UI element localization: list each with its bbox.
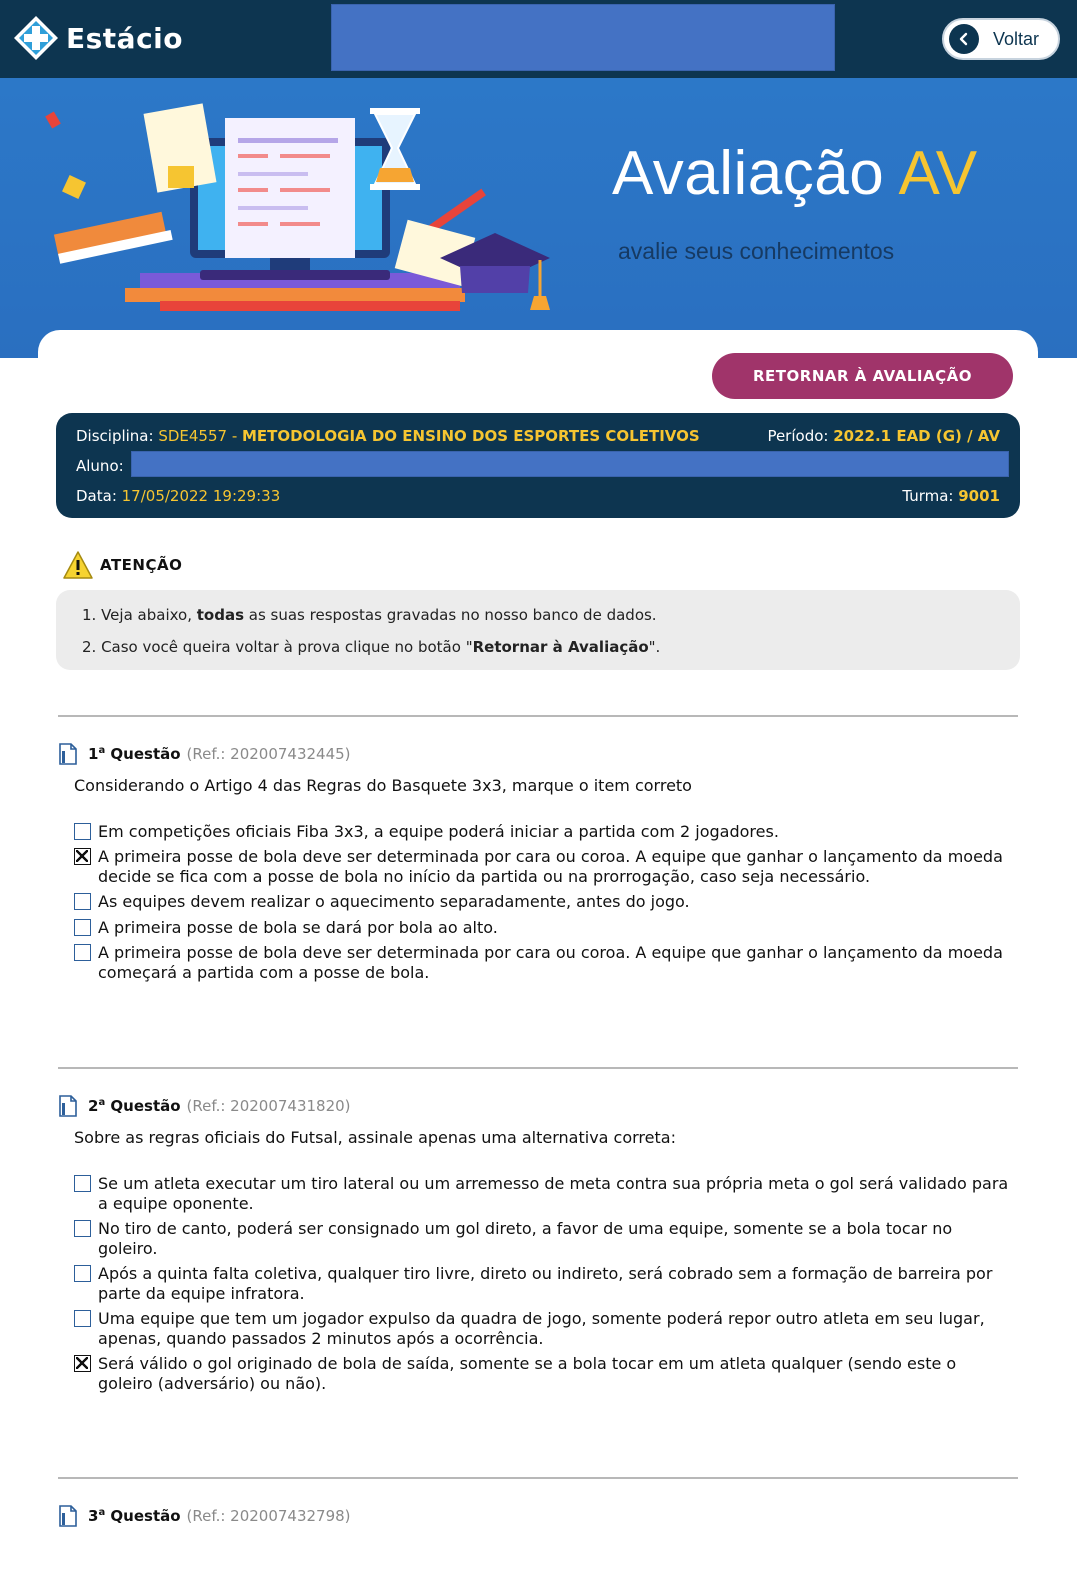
question-2-label: Questão (105, 1097, 181, 1115)
return-to-exam-button[interactable]: RETORNAR À AVALIAÇÃO (712, 353, 1013, 399)
attention-item-1 (82, 606, 657, 624)
question-2-sup: a (98, 1097, 106, 1108)
back-button[interactable] (942, 18, 1060, 60)
attention-item-2-text-a: 2. Caso você queira voltar à prova clique no botão " (82, 638, 473, 656)
banner-title (612, 138, 978, 209)
question-1-header (58, 743, 351, 765)
estacio-logo[interactable] (12, 14, 183, 62)
checkbox[interactable] (74, 1175, 91, 1192)
question-3-label: Questão (105, 1507, 181, 1525)
document-icon (58, 1505, 78, 1527)
question-1-option-3[interactable] (74, 892, 1014, 912)
checkbox[interactable] (74, 823, 91, 840)
attention-header (62, 550, 182, 580)
divider (58, 1477, 1018, 1479)
question-1-ref: (Ref.: 202007432445) (186, 745, 351, 763)
data-row (76, 487, 280, 505)
question-3-number (88, 1507, 181, 1525)
banner-title-highlight: AV (898, 139, 978, 208)
disciplina-label: Disciplina: (76, 427, 159, 445)
option-text: A primeira posse de bola se dará por bola ao alto. (98, 918, 498, 937)
question-1-text: Considerando o Artigo 4 das Regras do Basquete 3x3, marque o item correto (74, 776, 692, 795)
question-2-ref: (Ref.: 202007431820) (186, 1097, 351, 1115)
checkbox[interactable] (74, 919, 91, 936)
disciplina-row (76, 427, 700, 445)
periodo-value: 2022.1 EAD (G) / AV (833, 427, 1000, 445)
question-2-number (88, 1097, 181, 1115)
periodo-row (767, 427, 1000, 445)
question-2-num: 2 (88, 1097, 99, 1115)
question-3-sup: a (98, 1507, 106, 1518)
option-text: A primeira posse de bola deve ser determinada por cara ou coroa. A equipe que ganhar o lançamento da moeda decide se fica com a posse de bola no início da partida ou na prorrogação, caso seja necessário. (98, 847, 1003, 886)
question-2-option-1[interactable] (74, 1174, 1014, 1214)
turma-label: Turma: (902, 487, 959, 505)
document-icon (58, 743, 78, 765)
question-1-option-1[interactable] (74, 822, 1014, 842)
checkbox-checked[interactable] (74, 1355, 91, 1372)
attention-item-1-text-c: as suas respostas gravadas no nosso banco de dados. (244, 606, 657, 624)
option-text: Uma equipe que tem um jogador expulso da quadra de jogo, somente poderá repor outro atleta em seu lugar, apenas, quando passados 2 minutos após a ocorrência. (98, 1309, 985, 1348)
attention-title: ATENÇÃO (100, 556, 183, 574)
turma-row (902, 487, 1000, 505)
question-2-option-4[interactable] (74, 1309, 1014, 1349)
option-text: Se um atleta executar um tiro lateral ou um arremesso de meta contra sua própria meta o gol será validado para a equipe oponente. (98, 1174, 1009, 1213)
data-value: 17/05/2022 19:29:33 (121, 487, 281, 505)
question-2-option-5[interactable] (74, 1354, 1014, 1394)
checkbox[interactable] (74, 893, 91, 910)
question-1-label: Questão (105, 745, 181, 763)
brand-name: Estácio (66, 21, 184, 55)
redacted-area (331, 4, 835, 71)
question-3-num: 3 (88, 1507, 99, 1525)
exam-info-panel (56, 413, 1020, 518)
question-1-num: 1 (88, 745, 99, 763)
question-2-text: Sobre as regras oficiais do Futsal, assinale apenas uma alternativa correta: (74, 1128, 676, 1147)
aluno-label: Aluno: (76, 457, 124, 475)
checkbox[interactable] (74, 1220, 91, 1237)
top-bar (0, 0, 1077, 78)
data-label: Data: (76, 487, 122, 505)
question-2-option-3[interactable] (74, 1264, 1014, 1304)
option-text: Em competições oficiais Fiba 3x3, a equipe poderá iniciar a partida com 2 jogadores. (98, 822, 779, 841)
banner-title-main: Avaliação (612, 139, 899, 208)
divider (58, 1067, 1018, 1069)
disciplina-name: METODOLOGIA DO ENSINO DOS ESPORTES COLETIVOS (242, 427, 700, 445)
exam-illustration (40, 88, 570, 328)
attention-item-2-text-c: ". (648, 638, 661, 656)
checkbox[interactable] (74, 1265, 91, 1282)
question-1-sup: a (98, 745, 106, 756)
back-button-label: Voltar (993, 28, 1040, 49)
checkbox-checked[interactable] (74, 848, 91, 865)
option-text: Após a quinta falta coletiva, qualquer tiro livre, direto ou indireto, será cobrado sem a formação de barreira por parte da equipe infratora. (98, 1264, 993, 1303)
question-2-header (58, 1095, 351, 1117)
divider (58, 715, 1018, 717)
banner-subtitle: avalie seus conhecimentos (618, 238, 895, 264)
question-1-number (88, 745, 181, 763)
question-3-ref: (Ref.: 202007432798) (186, 1507, 351, 1525)
question-1-option-4[interactable] (74, 918, 1014, 938)
question-3-header (58, 1505, 351, 1527)
option-text: A primeira posse de bola deve ser determinada por cara ou coroa. A equipe que ganhar o lançamento da moeda começará a partida com a posse de bola. (98, 943, 1003, 982)
option-text: No tiro de canto, poderá ser consignado um gol direto, a favor de uma equipe, somente se a bola tocar no goleiro. (98, 1219, 953, 1258)
periodo-label: Período: (767, 427, 834, 445)
attention-box (56, 590, 1020, 670)
document-icon (58, 1095, 78, 1117)
hero-banner (0, 78, 1077, 358)
option-text: As equipes devem realizar o aquecimento separadamente, antes do jogo. (98, 892, 690, 911)
question-1-option-2[interactable] (74, 847, 1014, 887)
attention-item-2 (82, 638, 660, 656)
turma-value: 9001 (958, 487, 1000, 505)
aluno-redacted (131, 451, 1009, 477)
question-2-option-2[interactable] (74, 1219, 1014, 1259)
estacio-logo-icon (12, 14, 60, 62)
checkbox[interactable] (74, 944, 91, 961)
chevron-left-icon (949, 24, 979, 54)
attention-item-2-bold: Retornar à Avaliação (472, 638, 649, 656)
question-1-option-5[interactable] (74, 943, 1014, 983)
option-text: Será válido o gol originado de bola de saída, somente se a bola tocar em um atleta qualquer (sendo este o goleiro (adversário) ou não). (98, 1354, 957, 1393)
warning-icon (62, 550, 94, 580)
disciplina-code: SDE4557 - (158, 427, 242, 445)
attention-item-1-text-a: 1. Veja abaixo, (82, 606, 197, 624)
attention-item-1-bold: todas (196, 606, 244, 624)
checkbox[interactable] (74, 1310, 91, 1327)
